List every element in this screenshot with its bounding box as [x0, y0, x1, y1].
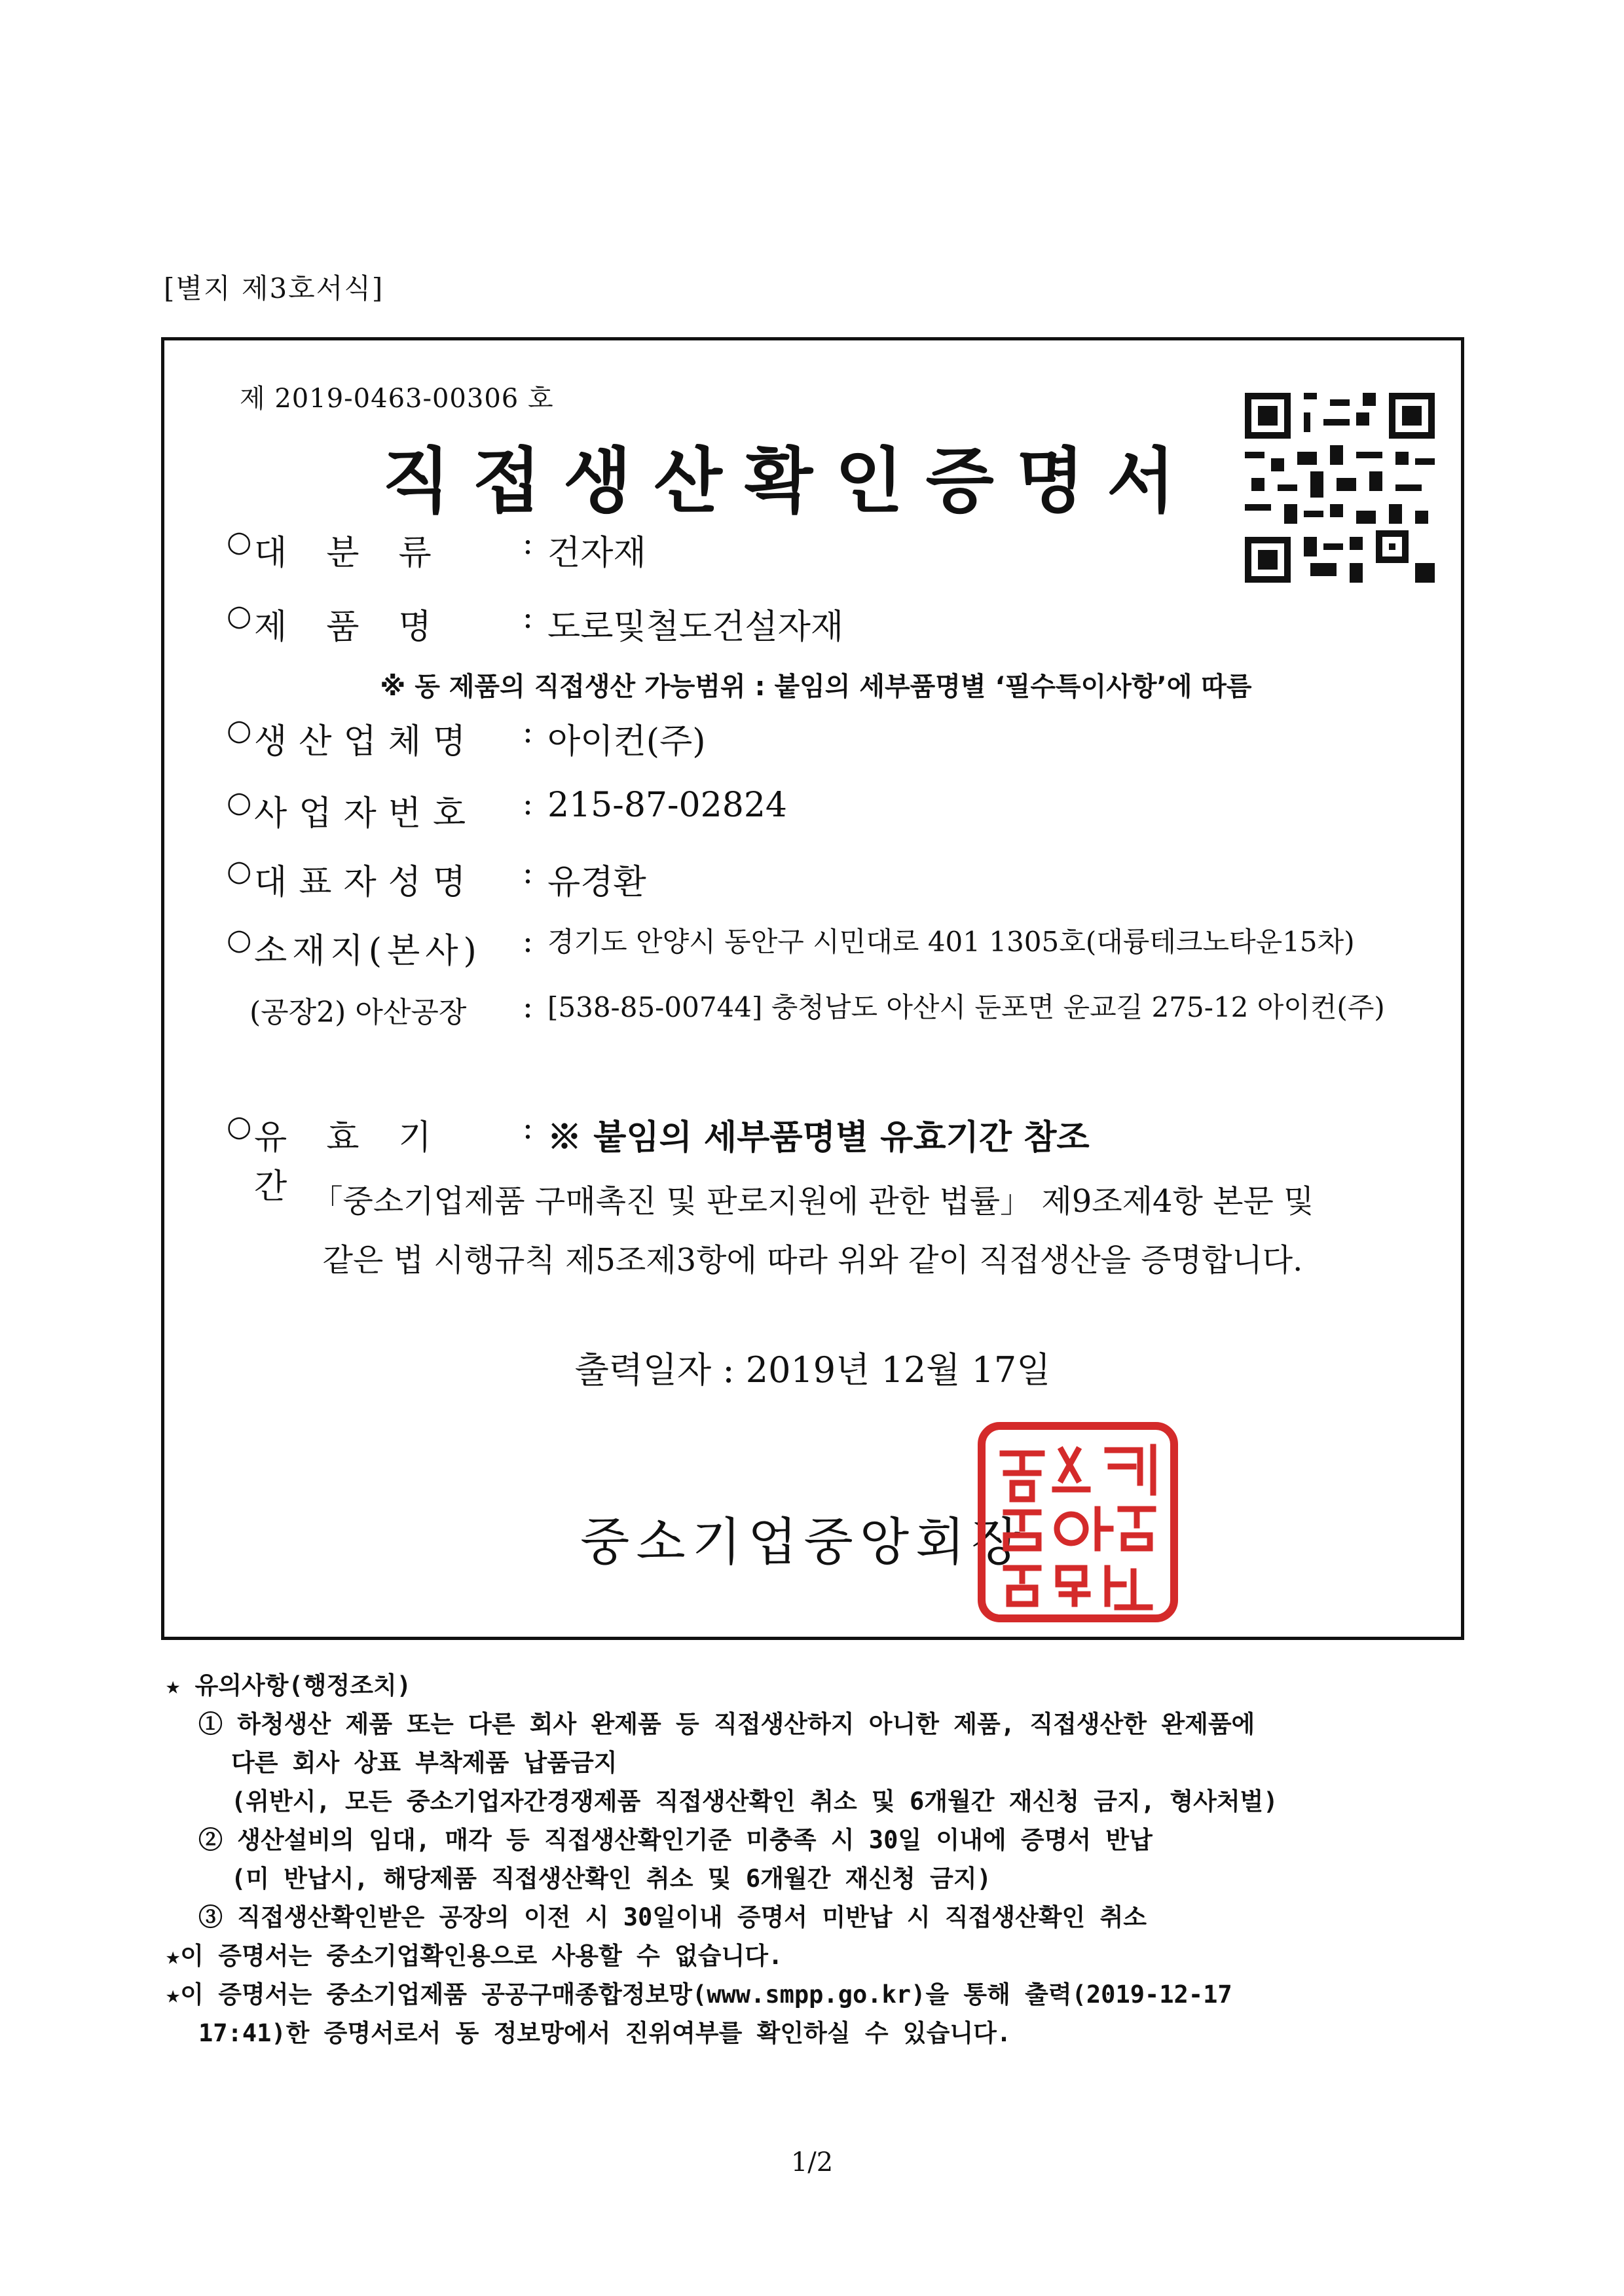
page-number: 1/2 — [790, 2147, 834, 2178]
certificate-frame — [161, 337, 1464, 1640]
category-value: 건자재 — [547, 534, 646, 573]
row-category: ○ 대분류 : 건자재 — [227, 525, 646, 573]
bullet-icon: ○ — [227, 923, 252, 957]
ceo-value: 유경환 — [547, 863, 646, 902]
bullet-icon: ○ — [227, 525, 252, 558]
note-item-2-penalty: (미 반납시, 해당제품 직접생산확인 취소 및 6개월간 재신청 금지) — [231, 1865, 991, 1893]
row-factory: (공장2) 아산공장 : [538-85-00744] 충청남도 아산시 둔포면 운교길 275-12 아이컨(주) — [249, 989, 1385, 1029]
factory-label: (공장2) 아산공장 — [249, 996, 467, 1029]
certificate-number: 제 2019-0463-00306 호 — [240, 384, 554, 414]
product-label: 제품명 — [254, 608, 471, 647]
bullet-icon: ○ — [227, 786, 252, 819]
row-ceo: ○ 대표자성명 : 유경환 — [227, 854, 646, 902]
row-validity: ○ 유효기간 : ※ 붙임의 세부품명별 유효기간 참조 — [227, 1110, 1090, 1207]
row-company: ○ 생산업체명 : 아이컨(주) — [227, 714, 706, 761]
validity-label: 유효기간 — [254, 1118, 471, 1207]
issuer-name: 중소기업중앙회장 — [580, 1513, 1027, 1572]
company-label: 생산업체명 — [254, 722, 478, 761]
certificate-title: 직접생산확인증명서 — [382, 440, 1198, 522]
row-product: ○ 제품명 : 도로및철도건설자재 — [227, 599, 844, 647]
issued-date: 출력일자 : 2019년 12월 17일 — [574, 1349, 1051, 1391]
notes-section — [166, 1666, 1475, 2052]
bullet-icon: ○ — [227, 599, 252, 632]
address-label: 소재지(본사) — [254, 932, 482, 971]
form-number-tag: [별지 제3호서식] — [164, 272, 384, 304]
bullet-icon: ○ — [227, 854, 252, 888]
note-item-2: ② 생산설비의 임대, 매각 등 직접생산확인기준 미충족 시 30일 이내에 증명서 반납 — [198, 1826, 1153, 1854]
note-star-3-cont: 17:41)한 증명서로서 동 정보망에서 진위여부를 확인하실 수 있습니다. — [198, 2019, 1012, 2047]
row-biz-no: ○ 사업자번호 : 215-87-02824 — [227, 786, 787, 833]
legal-text-line-2: 같은 법 시행규칙 제5조제3항에 따라 위와 같이 직접생산을 증명합니다. — [322, 1242, 1303, 1279]
note-item-1-penalty: (위반시, 모든 중소기업자간경쟁제품 직접생산확인 취소 및 6개월간 재신청 금지, 형사처벌) — [231, 1787, 1278, 1815]
category-label: 대분류 — [254, 534, 471, 573]
biz-no-value: 215-87-02824 — [547, 786, 787, 825]
note-star-2: ★이 증명서는 중소기업확인용으로 사용할 수 없습니다. — [166, 1942, 783, 1970]
official-seal-icon — [976, 1421, 1179, 1624]
note-star-3: ★이 증명서는 중소기업제품 공공구매종합정보망(www.smpp.go.kr)을 통해 출력(2019-12-17 — [166, 1980, 1232, 2009]
row-address: ○ 소재지(본사) : 경기도 안양시 동안구 시민대로 401 1305호(대륭테크노타운15차) — [227, 923, 1386, 972]
biz-no-label: 사업자번호 — [254, 794, 478, 833]
product-value: 도로및철도건설자재 — [547, 608, 844, 647]
factory-value: [538-85-00744] 충청남도 아산시 둔포면 운교길 275-12 아이컨(주) — [547, 991, 1385, 1023]
company-value: 아이컨(주) — [547, 722, 706, 761]
note-item-1-cont: 다른 회사 상표 부착제품 납품금지 — [231, 1749, 618, 1777]
validity-value: ※ 붙임의 세부품명별 유효기간 참조 — [547, 1118, 1090, 1157]
bullet-icon: ○ — [227, 714, 252, 747]
ceo-label: 대표자성명 — [254, 863, 478, 902]
scope-note: ※ 동 제품의 직접생산 가능범위 : 붙임의 세부품명별 ‘필수특이사항’에 따름 — [380, 672, 1252, 702]
address-value: 경기도 안양시 동안구 시민대로 401 1305호(대륭테크노타운15차) — [547, 926, 1355, 958]
bullet-icon: ○ — [227, 1110, 252, 1143]
notes-heading: ★ 유의사항(행정조치) — [166, 1671, 412, 1700]
note-item-3: ③ 직접생산확인받은 공장의 이전 시 30일이내 증명서 미반납 시 직접생산확인 취소 — [198, 1903, 1147, 1931]
legal-text-line-1: 「중소기업제품 구매촉진 및 판로지원에 관한 법률」 제9조제4항 본문 및 — [311, 1183, 1314, 1220]
note-item-1: ① 하청생산 제품 또는 다른 회사 완제품 등 직접생산하지 아니한 제품, 직접생산한 완제품에 — [198, 1710, 1255, 1738]
